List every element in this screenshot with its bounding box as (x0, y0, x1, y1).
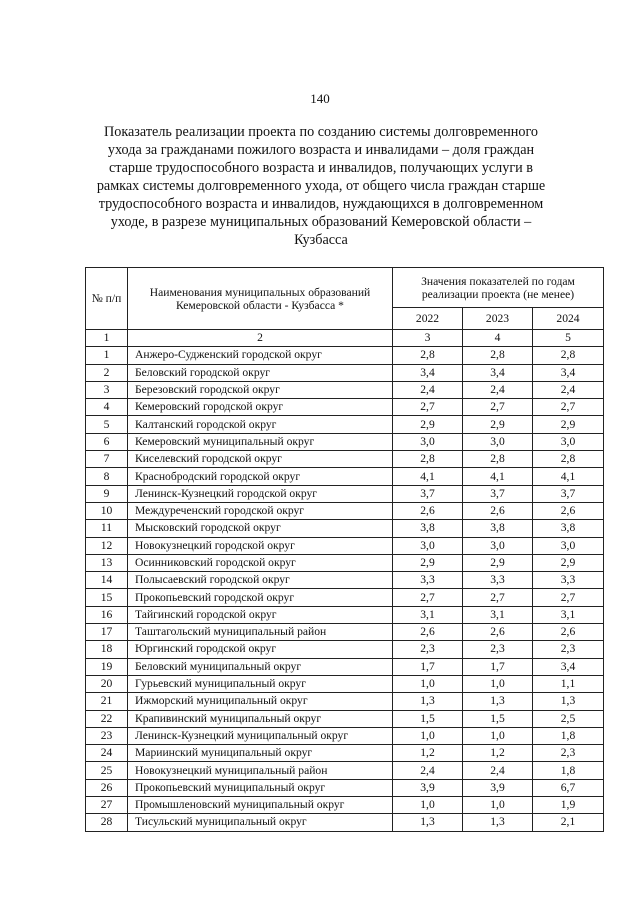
municipality-name: Новокузнецкий городской округ (128, 537, 393, 554)
table-row (86, 537, 604, 554)
row-number: 14 (86, 572, 128, 589)
table-row (86, 451, 604, 468)
municipality-name: Тайгинский городской округ (128, 606, 393, 623)
row-number: 20 (86, 675, 128, 692)
value-2022: 2,4 (393, 381, 463, 398)
value-2022: 3,1 (393, 606, 463, 623)
header-year: 2024 (533, 308, 604, 330)
municipality-name: Калтанский городской округ (128, 416, 393, 433)
municipality-name: Полысаевский городской округ (128, 572, 393, 589)
column-numbers-row (86, 330, 604, 347)
row-number: 3 (86, 381, 128, 398)
row-number: 15 (86, 589, 128, 606)
value-2022: 2,8 (393, 347, 463, 364)
municipality-name: Кемеровский городской округ (128, 399, 393, 416)
value-2024: 2,9 (533, 554, 604, 571)
row-number: 24 (86, 745, 128, 762)
municipality-name: Ленинск-Кузнецкий городской округ (128, 485, 393, 502)
table-row (86, 502, 604, 519)
value-2023: 3,0 (463, 433, 533, 450)
value-2023: 3,3 (463, 572, 533, 589)
table-row (86, 520, 604, 537)
value-2024: 2,4 (533, 381, 604, 398)
value-2022: 3,0 (393, 433, 463, 450)
municipality-name: Кемеровский муниципальный округ (128, 433, 393, 450)
municipality-name: Ижморский муниципальный округ (128, 693, 393, 710)
value-2024: 3,4 (533, 364, 604, 381)
table-row (86, 364, 604, 381)
row-number: 27 (86, 797, 128, 814)
row-number: 23 (86, 727, 128, 744)
row-number: 5 (86, 416, 128, 433)
municipality-name: Прокопьевский муниципальный округ (128, 779, 393, 796)
table-row (86, 658, 604, 675)
value-2024: 3,3 (533, 572, 604, 589)
row-number: 11 (86, 520, 128, 537)
municipality-name: Междуреченский городской округ (128, 502, 393, 519)
municipality-name: Мысковский городской округ (128, 520, 393, 537)
table-row (86, 710, 604, 727)
value-2023: 3,4 (463, 364, 533, 381)
table-row (86, 641, 604, 658)
value-2023: 3,9 (463, 779, 533, 796)
value-2024: 3,7 (533, 485, 604, 502)
value-2022: 2,6 (393, 502, 463, 519)
value-2023: 2,9 (463, 554, 533, 571)
municipality-name: Промышленовский муниципальный округ (128, 797, 393, 814)
row-number: 7 (86, 451, 128, 468)
row-number: 25 (86, 762, 128, 779)
row-number: 21 (86, 693, 128, 710)
value-2024: 2,9 (533, 416, 604, 433)
value-2022: 3,0 (393, 537, 463, 554)
table-row (86, 675, 604, 692)
value-2023: 2,8 (463, 451, 533, 468)
value-2022: 1,3 (393, 814, 463, 831)
value-2023: 2,3 (463, 641, 533, 658)
table-row (86, 485, 604, 502)
value-2024: 3,4 (533, 658, 604, 675)
table-header (86, 268, 604, 330)
value-2024: 4,1 (533, 468, 604, 485)
value-2024: 2,5 (533, 710, 604, 727)
value-2022: 2,7 (393, 399, 463, 416)
value-2024: 1,8 (533, 762, 604, 779)
municipality-name: Мариинский муниципальный округ (128, 745, 393, 762)
value-2024: 2,7 (533, 589, 604, 606)
table-row (86, 727, 604, 744)
value-2024: 2,1 (533, 814, 604, 831)
table-row (86, 433, 604, 450)
row-number: 28 (86, 814, 128, 831)
value-2022: 1,0 (393, 675, 463, 692)
row-number: 13 (86, 554, 128, 571)
value-2022: 3,3 (393, 572, 463, 589)
header-name: Наименования муниципальных образований Кемеровской области - Кузбасса * (128, 268, 393, 330)
row-number: 16 (86, 606, 128, 623)
value-2024: 2,6 (533, 502, 604, 519)
value-2024: 2,3 (533, 745, 604, 762)
value-2023: 2,6 (463, 502, 533, 519)
municipality-name: Киселевский городской округ (128, 451, 393, 468)
value-2023: 4,1 (463, 468, 533, 485)
value-2023: 2,4 (463, 381, 533, 398)
table-row (86, 797, 604, 814)
value-2022: 3,8 (393, 520, 463, 537)
table-row (86, 416, 604, 433)
row-number: 26 (86, 779, 128, 796)
municipality-name: Краснобродский городской округ (128, 468, 393, 485)
municipality-name: Тисульский муниципальный округ (128, 814, 393, 831)
row-number: 10 (86, 502, 128, 519)
value-2023: 1,3 (463, 814, 533, 831)
table-row (86, 624, 604, 641)
value-2022: 2,9 (393, 416, 463, 433)
value-2024: 3,1 (533, 606, 604, 623)
value-2024: 1,9 (533, 797, 604, 814)
value-2022: 1,5 (393, 710, 463, 727)
column-number: 4 (463, 330, 533, 347)
municipality-name: Крапивинский муниципальный округ (128, 710, 393, 727)
value-2022: 3,9 (393, 779, 463, 796)
value-2023: 2,4 (463, 762, 533, 779)
table-row (86, 762, 604, 779)
table-row (86, 347, 604, 364)
value-2023: 2,8 (463, 347, 533, 364)
value-2023: 2,7 (463, 589, 533, 606)
row-number: 9 (86, 485, 128, 502)
row-number: 6 (86, 433, 128, 450)
value-2023: 2,6 (463, 624, 533, 641)
value-2023: 2,7 (463, 399, 533, 416)
header-year: 2022 (393, 308, 463, 330)
municipality-name: Беловский муниципальный округ (128, 658, 393, 675)
table-row (86, 693, 604, 710)
value-2024: 2,7 (533, 399, 604, 416)
value-2022: 1,7 (393, 658, 463, 675)
value-2024: 1,3 (533, 693, 604, 710)
value-2022: 2,3 (393, 641, 463, 658)
municipality-name: Юргинский городской округ (128, 641, 393, 658)
value-2022: 1,0 (393, 727, 463, 744)
value-2022: 2,7 (393, 589, 463, 606)
row-number: 12 (86, 537, 128, 554)
value-2024: 3,8 (533, 520, 604, 537)
municipality-name: Гурьевский муниципальный округ (128, 675, 393, 692)
document-title: Показатель реализации проекта по созданию системы долговременного ухода за гражданами пожилого возраста и инвалидами – доля граждан старше трудоспособного возраста и инвалидов, получающих услуги в рамках системы долговременного ухода, от общего числа граждан старше трудоспособного возраста и инвалидов, нуждающихся в долговременном уходе, в разрезе муниципальных образований Кемеровской области – Кузбасса (96, 124, 546, 248)
table-row (86, 572, 604, 589)
municipality-name: Ленинск-Кузнецкий муниципальный округ (128, 727, 393, 744)
row-number: 17 (86, 624, 128, 641)
table-row (86, 589, 604, 606)
header-num: № п/п (86, 268, 128, 330)
header-values-group: Значения показателей по годам реализации проекта (не менее) (393, 268, 604, 308)
row-number: 18 (86, 641, 128, 658)
municipality-name: Березовский городской округ (128, 381, 393, 398)
row-number: 8 (86, 468, 128, 485)
value-2023: 3,8 (463, 520, 533, 537)
value-2022: 2,4 (393, 762, 463, 779)
value-2024: 6,7 (533, 779, 604, 796)
municipality-name: Беловский городской округ (128, 364, 393, 381)
value-2023: 2,9 (463, 416, 533, 433)
page-number: 140 (310, 91, 330, 106)
municipality-name: Прокопьевский городской округ (128, 589, 393, 606)
value-2022: 3,7 (393, 485, 463, 502)
municipality-name: Анжеро-Судженский городской округ (128, 347, 393, 364)
value-2022: 1,2 (393, 745, 463, 762)
value-2022: 1,0 (393, 797, 463, 814)
table-row (86, 554, 604, 571)
indicator-table (85, 267, 604, 832)
value-2023: 1,3 (463, 693, 533, 710)
table-row (86, 745, 604, 762)
column-number: 1 (86, 330, 128, 347)
row-number: 1 (86, 347, 128, 364)
value-2022: 4,1 (393, 468, 463, 485)
value-2023: 3,0 (463, 537, 533, 554)
value-2024: 2,8 (533, 451, 604, 468)
table-row (86, 814, 604, 831)
value-2022: 1,3 (393, 693, 463, 710)
value-2024: 1,8 (533, 727, 604, 744)
row-number: 4 (86, 399, 128, 416)
value-2024: 2,6 (533, 624, 604, 641)
row-number: 2 (86, 364, 128, 381)
value-2022: 3,4 (393, 364, 463, 381)
value-2022: 2,9 (393, 554, 463, 571)
value-2022: 2,8 (393, 451, 463, 468)
value-2023: 3,7 (463, 485, 533, 502)
value-2024: 2,3 (533, 641, 604, 658)
column-number: 3 (393, 330, 463, 347)
column-number: 2 (128, 330, 393, 347)
value-2022: 2,6 (393, 624, 463, 641)
table-row (86, 606, 604, 623)
table-row (86, 381, 604, 398)
header-year: 2023 (463, 308, 533, 330)
table-row (86, 468, 604, 485)
value-2023: 1,0 (463, 675, 533, 692)
value-2023: 3,1 (463, 606, 533, 623)
value-2023: 1,5 (463, 710, 533, 727)
value-2024: 2,8 (533, 347, 604, 364)
municipality-name: Новокузнецкий муниципальный район (128, 762, 393, 779)
value-2023: 1,0 (463, 727, 533, 744)
row-number: 19 (86, 658, 128, 675)
column-number: 5 (533, 330, 604, 347)
value-2023: 1,7 (463, 658, 533, 675)
table-row (86, 399, 604, 416)
value-2024: 3,0 (533, 433, 604, 450)
value-2023: 1,2 (463, 745, 533, 762)
table-row (86, 779, 604, 796)
value-2023: 1,0 (463, 797, 533, 814)
value-2024: 1,1 (533, 675, 604, 692)
row-number: 22 (86, 710, 128, 727)
municipality-name: Осинниковский городской округ (128, 554, 393, 571)
value-2024: 3,0 (533, 537, 604, 554)
table-body (86, 330, 604, 832)
municipality-name: Таштагольский муниципальный район (128, 624, 393, 641)
